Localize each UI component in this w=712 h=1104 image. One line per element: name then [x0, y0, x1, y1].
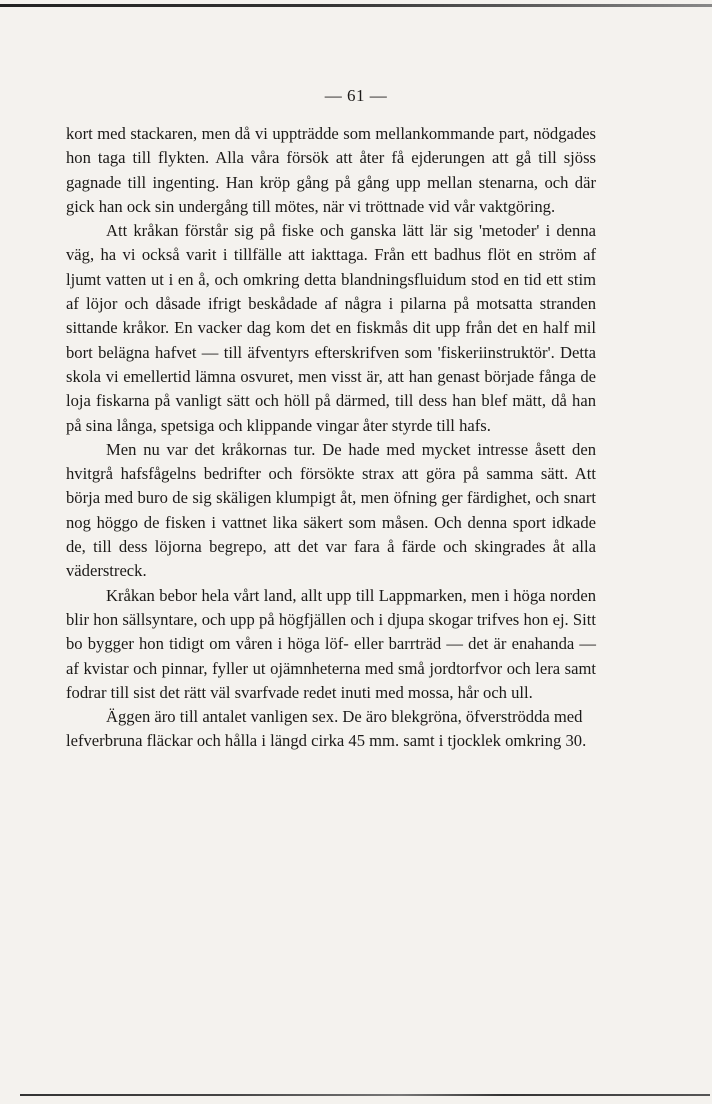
paragraph-2: Att kråkan förstår sig på fiske och ganska lätt lär sig 'metoder' i denna väg, ha vi också varit i tillfälle att iakttaga. Från ett badhus flöt en ström af ljumt vatten ut i en å, och omkring detta blandningsfluidum stod en tid ett stim af löjor och dåsade ifrigt beskådade af några i pilarna på motsatta stranden sittande kråkor. En vacker dag kom det en fiskmås dit upp från det en half mil bort belägna hafvet — till äfventyrs efterskrifven som 'fiskeriinstruktör'. Detta skola vi emellertid lämna osvuret, men visst är, att han genast började fånga de loja fiskarna på vanligt sätt och höll på därmed, till dess han blef mätt, då han på sina långa, spetsiga och klippande vingar åter styrde till hafs. [66, 221, 596, 435]
top-rule [0, 4, 712, 7]
paragraph-4: Kråkan bebor hela vårt land, allt upp till Lappmarken, men i höga norden blir hon sällsyntare, och upp på högfjällen och i djupa skogar trifves hon ej. Sitt bo bygger hon tidigt om våren i höga löf- eller barrträd — det är enahanda — af kvistar och pinnar, fyller ut ojämnheterna med små jordtorfvor och lera samt fodrar till sist det rätt väl svarfvade redet inuti med mossa, hår och ull. [66, 585, 596, 702]
bottom-rule [20, 1094, 710, 1096]
paragraph-5: Äggen äro till antalet vanligen sex. De äro blekgröna, öfverströdda med lefverbruna fläckar och hålla i längd cirka 45 mm. samt i tjocklek omkring 30. [66, 707, 587, 751]
paragraph-3: Men nu var det kråkornas tur. De hade med mycket intresse åsett den hvitgrå hafsfågelns bedrifter och försökte strax att göra på samma sätt. Att börja med buro de sig skäligen klumpigt åt, men öfning ger färdighet, och snart nog höggo de fisken i vattnet lika säkert som måsen. Och denna sport idkade de, till dess löjorna begrepo, att det var fara å färde och skingrades åt alla väderstreck. [66, 439, 596, 581]
body-text [66, 122, 596, 754]
page-number: — 61 — [324, 86, 388, 105]
paragraph-1: kort med stackaren, men då vi uppträdde som mellankommande part, nödgades hon taga till flykten. Alla våra försök att åter få ejderungen att gå till sjöss gagnade till ingenting. Han kröp gång på gång upp mellan stenarna, och där gick han ock sin undergång till mötes, när vi tröttnade vid vår vaktgöring. [66, 124, 596, 216]
